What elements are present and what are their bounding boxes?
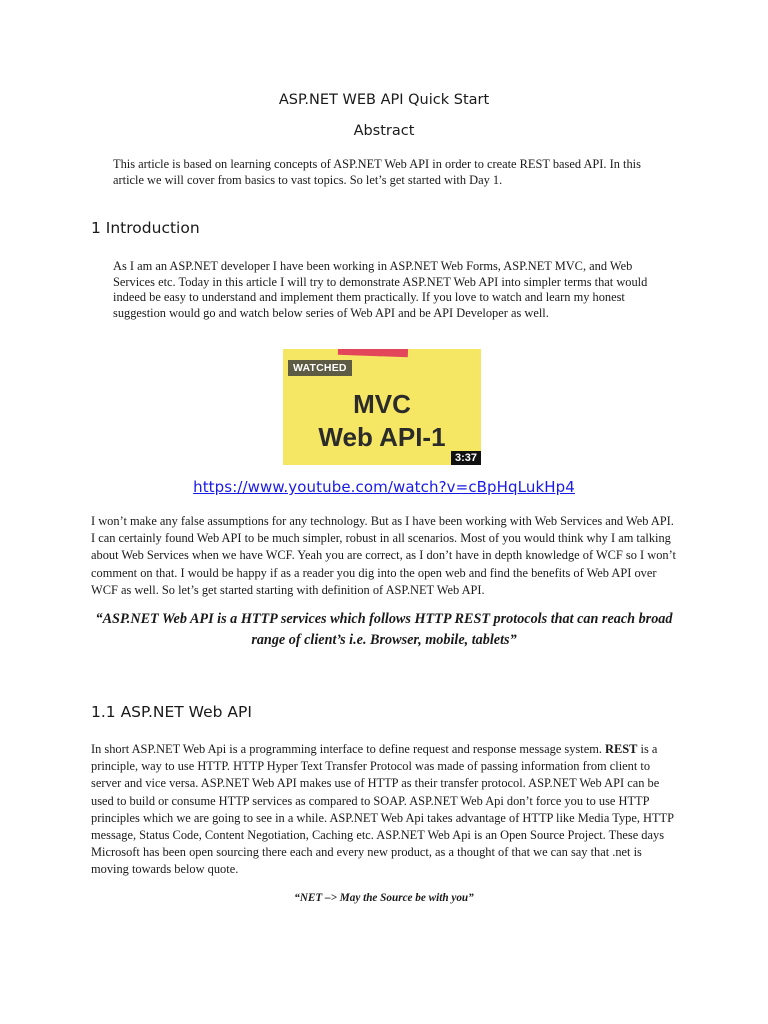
paragraph-text-end: is a principle, way to use HTTP. HTTP Hyper Text Transfer Protocol was made of passing information from client to server and vice versa. ASP.NET Web API makes use of HTTP as their transfer protocol. ASP.NET Web API can be used to build or consume HTTP services as compared to SOAP. ASP.NET Web Api don’t force you to use HTTP principles which we are going to see in a while. ASP.NET Web Api takes advantage of HTTP like Media Type, HTTP message, Status Code, Content Negotiation, Caching etc. ASP.NET Web Api is an Open Source Project. These days Microsoft has been open sourcing there each and every new product, as a thought of that we can say that .net is moving towards below quote. [91,742,674,877]
introduction-paragraph: As I am an ASP.NET developer I have been working in ASP.NET Web Forms, ASP.NET MVC, and Web Services etc. Today in this article I will try to demonstrate ASP.NET Web API into simpler terms that would indeed be easy to understand and implement them practically. If you love to watch and learn my honest suggestion would go and watch below series of Web API and be API Developer as well. [113,259,648,320]
section-heading-introduction: 1 Introduction [91,219,200,237]
abstract-heading: Abstract [353,123,415,139]
rest-bold-term: REST [605,742,638,756]
assumptions-paragraph: I won’t make any false assumptions for any technology. But as I have been working with Web Services and Web API. I can certainly found Web API to be much simpler, robust in all scenarios. Most of you would think why I am talking about Web Services when we have WCF. Yeah you are correct, as I don’t have in depth knowledge of WCF so I won’t comment on that. I would be happy if as a reader you dig into the open web and find the benefits of Web API over WCF as well. So let’s get started starting with definition of ASP.NET Web API. [91,514,676,597]
section-heading-aspnet-web-api: 1.1 ASP.NET Web API [91,703,252,721]
definition-quote: “ASP.NET Web API is a HTTP services which follows HTTP REST protocols that can reach broad range of client’s i.e. Browser, mobile, tablets” [95,611,673,648]
document-title: ASP.NET WEB API Quick Start [278,92,490,108]
aspnet-web-api-paragraph [91,741,678,879]
thumbnail-title-line1: MVC [353,389,411,419]
youtube-link[interactable]: https://www.youtube.com/watch?v=cBpHqLukHp4 [193,478,575,496]
video-duration-badge: 3:37 [451,451,481,465]
paragraph-text-start: In short ASP.NET Web Api is a programming interface to define request and response message system. [91,742,606,756]
thumbnail-title-line2: Web API-1 [318,422,446,452]
tape-decoration [338,349,408,357]
abstract-paragraph: This article is based on learning concepts of ASP.NET Web API in order to create REST based API. In this article we will cover from basics to vast topics. So let’s get started with Day 1. [113,157,641,187]
video-thumbnail[interactable] [283,349,481,465]
source-quote: “NET –> May the Source be with you” [294,892,474,904]
watched-badge: WATCHED [288,360,352,376]
